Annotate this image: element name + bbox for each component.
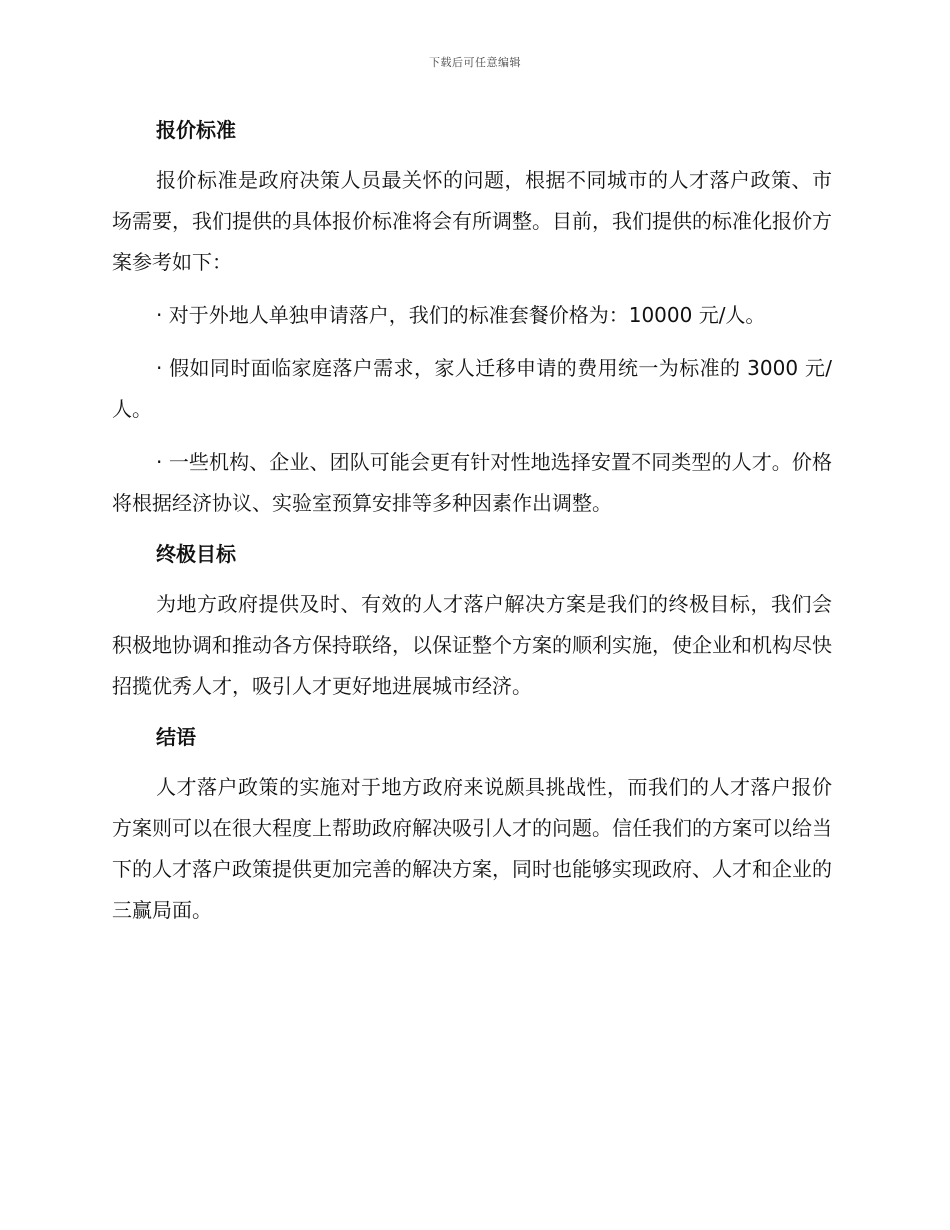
- page-header: 下载后可任意编辑: [429, 56, 521, 69]
- pricing-intro-paragraph: 报价标准是政府决策人员最关怀的问题，根据不同城市的人才落户政策、市场需要，我们提供的具体报价标准将会有所调整。目前，我们提供的标准化报价方案参考如下：: [112, 168, 832, 274]
- conclusion-paragraph: 人才落户政策的实施对于地方政府来说颇具挑战性，而我们的人才落户报价方案则可以在很大程度上帮助政府解决吸引人才的问题。信任我们的方案可以给当下的人才落户政策提供更加完善的解决方案，同时也能够实现政府、人才和企业的三赢局面。: [112, 775, 832, 922]
- section-heading-goal: 终极目标: [156, 542, 236, 566]
- pricing-bullet-family: · 假如同时面临家庭落户需求，家人迁移申请的费用统一为标准的 3000 元/人。: [112, 356, 832, 421]
- section-heading-conclusion: 结语: [156, 725, 196, 749]
- section-heading-pricing: 报价标准: [156, 118, 236, 142]
- goal-paragraph: 为地方政府提供及时、有效的人才落户解决方案是我们的终极目标，我们会积极地协调和推动各方保持联络，以保证整个方案的顺利实施，使企业和机构尽快招揽优秀人才，吸引人才更好地进展城市经济。: [112, 592, 832, 698]
- pricing-bullet-organization: · 一些机构、企业、团队可能会更有针对性地选择安置不同类型的人才。价格将根据经济协议、实验室预算安排等多种因素作出调整。: [112, 450, 832, 515]
- document-body: [112, 112, 832, 943]
- pricing-bullet-individual: · 对于外地人单独申请落户，我们的标准套餐价格为：10000 元/人。: [156, 303, 766, 327]
